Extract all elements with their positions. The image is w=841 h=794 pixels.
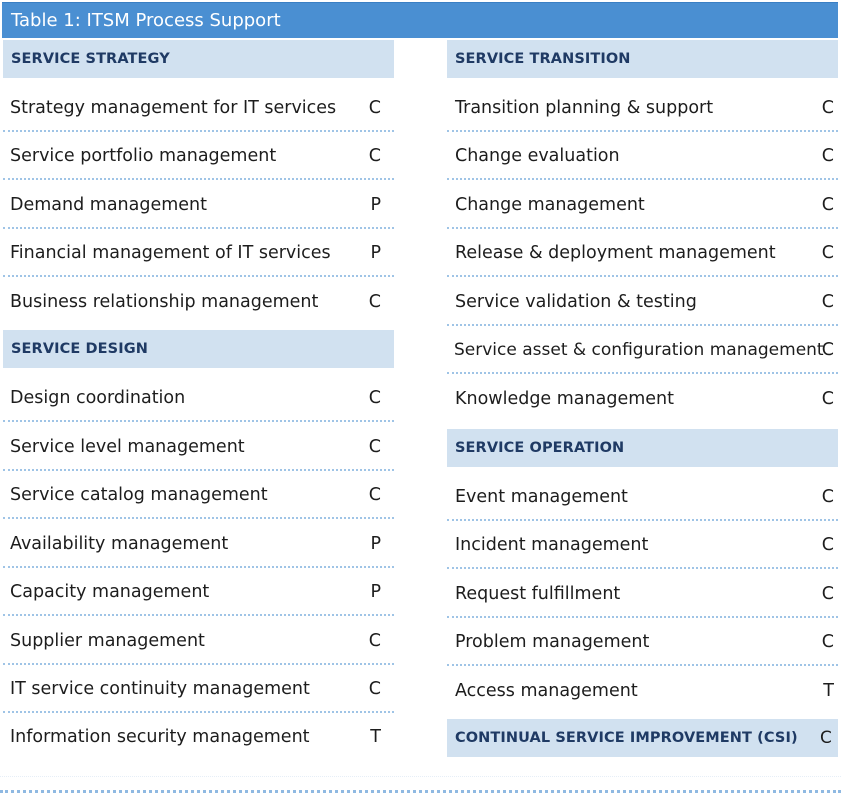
support-code: T — [370, 727, 381, 747]
table-row — [3, 423, 394, 471]
support-code: C — [368, 679, 381, 699]
section-header-service-operation: SERVICE OPERATION — [447, 429, 838, 467]
section-header-service-strategy: SERVICE STRATEGY — [3, 40, 394, 78]
table-row — [3, 374, 394, 422]
table-row — [3, 84, 394, 132]
support-code: C — [821, 146, 834, 166]
process-name: IT service continuity management — [10, 679, 310, 699]
support-code: C — [821, 292, 834, 312]
support-code: C — [368, 98, 381, 118]
table-row — [3, 132, 394, 180]
process-name: Change evaluation — [455, 146, 620, 166]
table-row — [3, 520, 394, 568]
table-row — [3, 471, 394, 519]
section-header-service-transition: SERVICE TRANSITION — [447, 40, 838, 78]
process-name: Service asset & configuration management — [454, 340, 824, 360]
support-code: P — [370, 582, 381, 602]
support-code: C — [368, 437, 381, 457]
process-name: Access management — [455, 681, 638, 701]
table-row — [447, 375, 838, 423]
table-row — [3, 229, 394, 277]
divider — [0, 776, 841, 777]
support-code: C — [368, 388, 381, 408]
support-code: C — [821, 632, 834, 652]
table-row — [447, 278, 838, 326]
process-name: Demand management — [10, 195, 208, 215]
support-code: C — [368, 631, 381, 651]
support-code: P — [370, 195, 381, 215]
process-name: Service portfolio management — [10, 146, 277, 166]
table-row — [3, 713, 394, 761]
process-name: Service validation & testing — [455, 292, 697, 312]
table-row — [3, 278, 394, 326]
table-row — [447, 667, 838, 715]
process-name: Supplier management — [10, 631, 205, 651]
table-row — [447, 181, 838, 229]
process-name: Request fulfillment — [455, 584, 621, 604]
process-name: Capacity management — [10, 582, 210, 602]
support-code: C — [821, 487, 834, 507]
table-row — [447, 521, 838, 569]
process-name: Financial management of IT services — [10, 243, 331, 263]
process-name: Event management — [455, 487, 628, 507]
section-header-csi-label: CONTINUAL SERVICE IMPROVEMENT (CSI) — [455, 730, 798, 746]
process-name: Service catalog management — [10, 485, 268, 505]
bottom-divider — [0, 790, 841, 793]
process-name: Problem management — [455, 632, 650, 652]
support-code: C — [368, 292, 381, 312]
support-code: C — [821, 535, 834, 555]
support-code: C — [821, 98, 834, 118]
support-code: C — [821, 340, 834, 360]
support-code: C — [368, 485, 381, 505]
process-name: Release & deployment management — [455, 243, 776, 263]
table-row — [3, 181, 394, 229]
table-row — [3, 617, 394, 665]
support-code: C — [820, 728, 832, 748]
table-row — [447, 132, 838, 180]
section-header-service-design: SERVICE DESIGN — [3, 330, 394, 368]
support-code: C — [821, 243, 834, 263]
process-name: Design coordination — [10, 388, 186, 408]
support-code: C — [368, 146, 381, 166]
support-code: C — [821, 584, 834, 604]
process-name: Information security management — [10, 727, 310, 747]
process-name: Availability management — [10, 534, 229, 554]
table-row — [3, 568, 394, 616]
table-row — [447, 84, 838, 132]
section-header-csi — [447, 719, 838, 757]
table-row — [447, 326, 838, 374]
process-name: Transition planning & support — [455, 98, 714, 118]
process-name: Strategy management for IT services — [10, 98, 337, 118]
table-row — [447, 473, 838, 521]
process-name: Change management — [455, 195, 645, 215]
table-row — [447, 618, 838, 666]
table-title: Table 1: ITSM Process Support — [2, 2, 838, 38]
process-name: Business relationship management — [10, 292, 319, 312]
support-code: C — [821, 389, 834, 409]
support-code: C — [821, 195, 834, 215]
table-row — [3, 665, 394, 713]
table-row — [447, 570, 838, 618]
support-code: T — [823, 681, 834, 701]
support-code: P — [370, 243, 381, 263]
process-name: Incident management — [455, 535, 649, 555]
table-row — [447, 229, 838, 277]
process-name: Service level management — [10, 437, 245, 457]
support-code: P — [370, 534, 381, 554]
process-name: Knowledge management — [455, 389, 674, 409]
